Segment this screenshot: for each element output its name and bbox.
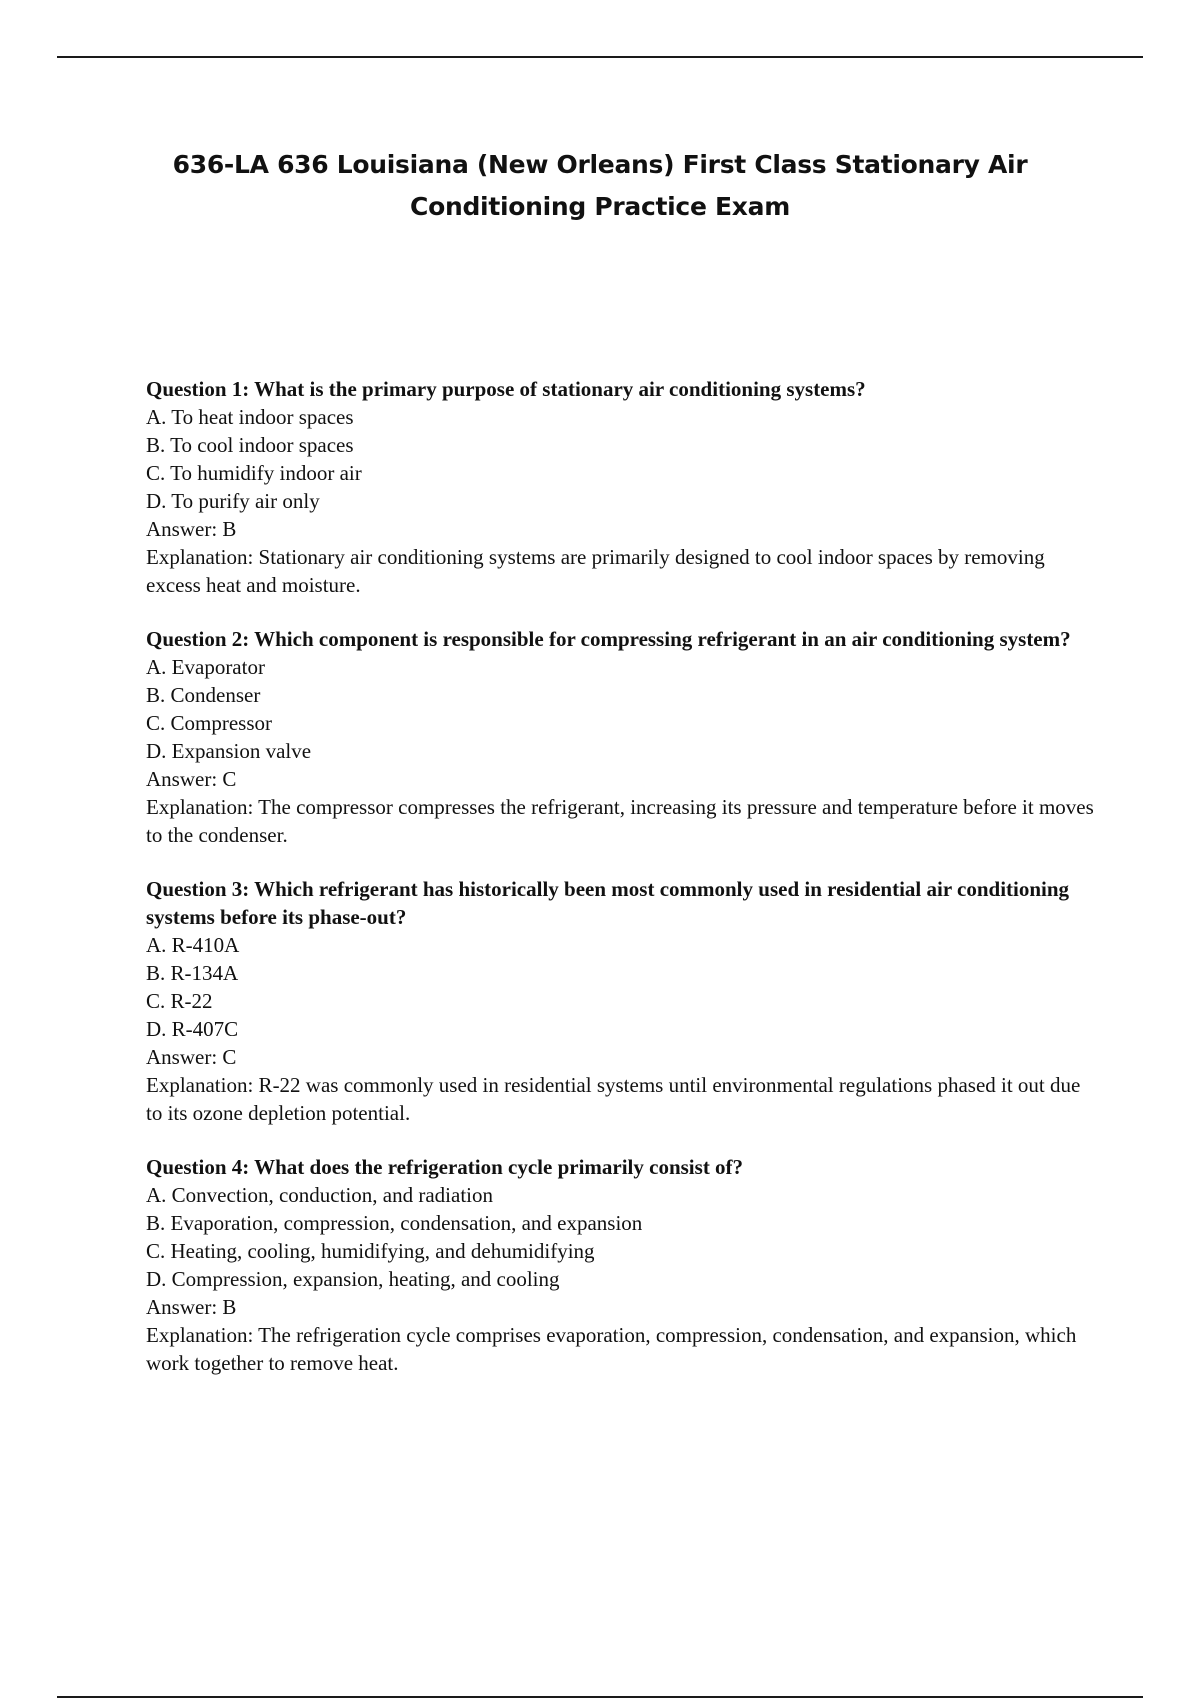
option-b: B. Condenser — [146, 683, 261, 707]
option-d: D. R-407C — [146, 1017, 239, 1041]
question-text: Question 4: What does the refrigeration cycle primarily consist of? — [146, 1155, 744, 1179]
bottom-divider — [57, 1696, 1143, 1698]
option-c: C. R-22 — [146, 989, 213, 1013]
option-d: D. Expansion valve — [146, 739, 312, 763]
question-list — [146, 375, 1096, 1403]
question-1 — [146, 375, 1096, 599]
option-c: C. Heating, cooling, humidifying, and dehumidifying — [146, 1239, 595, 1263]
explanation: Explanation: R-22 was commonly used in residential systems until environmental regulations phased it out due to its ozone depletion potential. — [146, 1073, 1081, 1125]
question-2 — [146, 625, 1096, 849]
explanation: Explanation: Stationary air conditioning systems are primarily designed to cool indoor spaces by removing excess heat and moisture. — [146, 545, 1045, 597]
question-3 — [146, 875, 1096, 1127]
question-4 — [146, 1153, 1096, 1377]
option-a: A. Convection, conduction, and radiation — [146, 1183, 494, 1207]
question-text: Question 3: Which refrigerant has historically been most commonly used in residential air conditioning systems before its phase-out? — [146, 877, 1070, 929]
option-b: B. Evaporation, compression, condensation, and expansion — [146, 1211, 643, 1235]
option-b: B. To cool indoor spaces — [146, 433, 354, 457]
question-text: Question 2: Which component is responsible for compressing refrigerant in an air conditioning system? — [146, 627, 1071, 651]
explanation: Explanation: The refrigeration cycle comprises evaporation, compression, condensation, and expansion, which work together to remove heat. — [146, 1323, 1077, 1375]
document-title: 636-LA 636 Louisiana (New Orleans) First Class Stationary Air Conditioning Practice Exam — [172, 150, 1028, 221]
option-c: C. To humidify indoor air — [146, 461, 362, 485]
option-a: A. R-410A — [146, 933, 240, 957]
top-divider — [57, 56, 1143, 58]
answer: Answer: B — [146, 1295, 237, 1319]
option-c: C. Compressor — [146, 711, 272, 735]
option-a: A. Evaporator — [146, 655, 265, 679]
option-a: A. To heat indoor spaces — [146, 405, 354, 429]
answer: Answer: B — [146, 517, 237, 541]
explanation: Explanation: The compressor compresses the refrigerant, increasing its pressure and temperature before it moves to the condenser. — [146, 795, 1094, 847]
option-d: D. Compression, expansion, heating, and cooling — [146, 1267, 560, 1291]
question-text: Question 1: What is the primary purpose of stationary air conditioning systems? — [146, 377, 866, 401]
answer: Answer: C — [146, 1045, 237, 1069]
option-d: D. To purify air only — [146, 489, 320, 513]
answer: Answer: C — [146, 767, 237, 791]
option-b: B. R-134A — [146, 961, 239, 985]
